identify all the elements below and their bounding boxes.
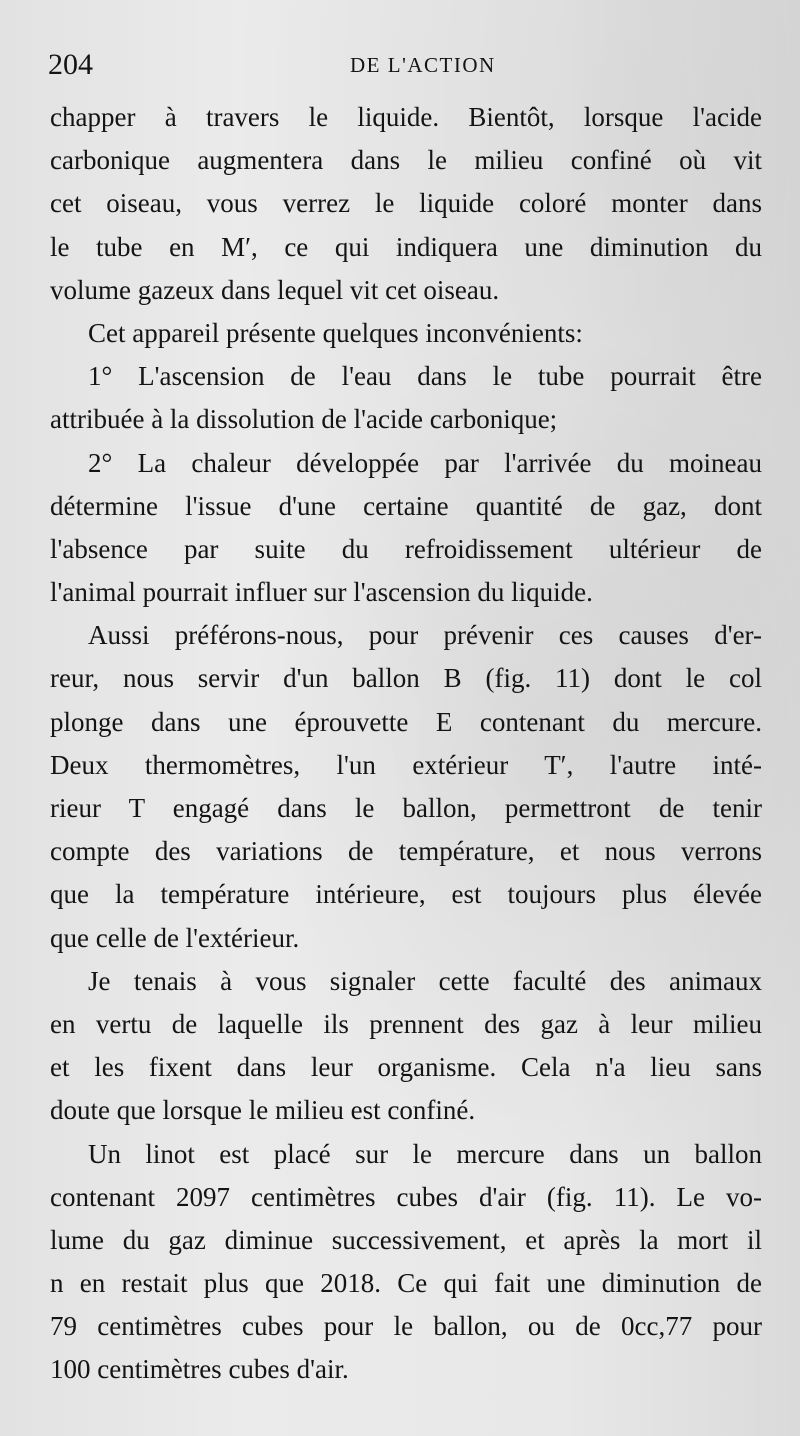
text-line: détermine l'issue d'une certaine quantité de gaz, dont [50, 490, 762, 521]
text-line: Aussi préférons-nous, pour prévenir ces causes d'er- [88, 620, 762, 651]
text-line: carbonique augmentera dans le milieu confiné où vit [50, 145, 762, 176]
text-line: cet oiseau, vous verrez le liquide coloré monter dans [50, 188, 762, 219]
text-line: Un linot est placé sur le mercure dans un ballon [88, 1138, 762, 1169]
text-line: l'animal pourrait influer sur l'ascension du liquide. [50, 577, 593, 608]
page-header [48, 42, 760, 88]
text-line: que celle de l'extérieur. [50, 922, 300, 953]
text-line: et les fixent dans leur organisme. Cela n'a lieu sans [50, 1052, 762, 1083]
text-line: en vertu de laquelle ils prennent des gaz à leur milieu [50, 1008, 762, 1039]
text-line: compte des variations de température, et nous verrons [50, 836, 762, 867]
text-line: rieur T engagé dans le ballon, permettront de tenir [50, 793, 762, 823]
text-line: Je tenais à vous signaler cette faculté des animaux [88, 965, 762, 996]
text-line: contenant 2097 centimètres cubes d'air (fig. 11). Le vo- [50, 1181, 762, 1212]
running-head: DE L'ACTION [350, 53, 496, 77]
text-line: 79 centimètres cubes pour le ballon, ou de 0cc,77 pour [50, 1311, 762, 1342]
text-line: volume gazeux dans lequel vit cet oiseau. [50, 274, 500, 305]
text-line: l'absence par suite du refroidissement ultérieur de [50, 533, 762, 564]
text-line: reur, nous servir d'un ballon B (fig. 11) dont le col [50, 663, 762, 694]
text-line: lume du gaz diminue successivement, et après la mort il [50, 1224, 762, 1255]
text-line: 1° L'ascension de l'eau dans le tube pourrait être [88, 361, 762, 392]
text-line: doute que lorsque le milieu est confiné. [50, 1095, 476, 1126]
text-line: 2° La chaleur développée par l'arrivée du moineau [88, 447, 762, 478]
body-text [50, 96, 762, 1392]
text-line: 100 centimètres cubes d'air. [50, 1354, 349, 1385]
page-number: 204 [48, 48, 93, 81]
text-line: le tube en M′, ce qui indiquera une diminution du [50, 231, 762, 262]
text-line: plonge dans une éprouvette E contenant du mercure. [50, 706, 762, 737]
text-line: attribuée à la dissolution de l'acide carbonique; [50, 404, 558, 435]
text-line: chapper à travers le liquide. Bientôt, lorsque l'acide [50, 102, 762, 132]
text-line: n en restait plus que 2018. Ce qui fait une diminution de [50, 1268, 762, 1299]
text-line: que la température intérieure, est toujours plus élevée [50, 879, 762, 910]
text-line: Cet appareil présente quelques inconvénients: [88, 317, 583, 348]
text-line: Deux thermomètres, l'un extérieur T′, l'autre inté- [50, 749, 762, 780]
